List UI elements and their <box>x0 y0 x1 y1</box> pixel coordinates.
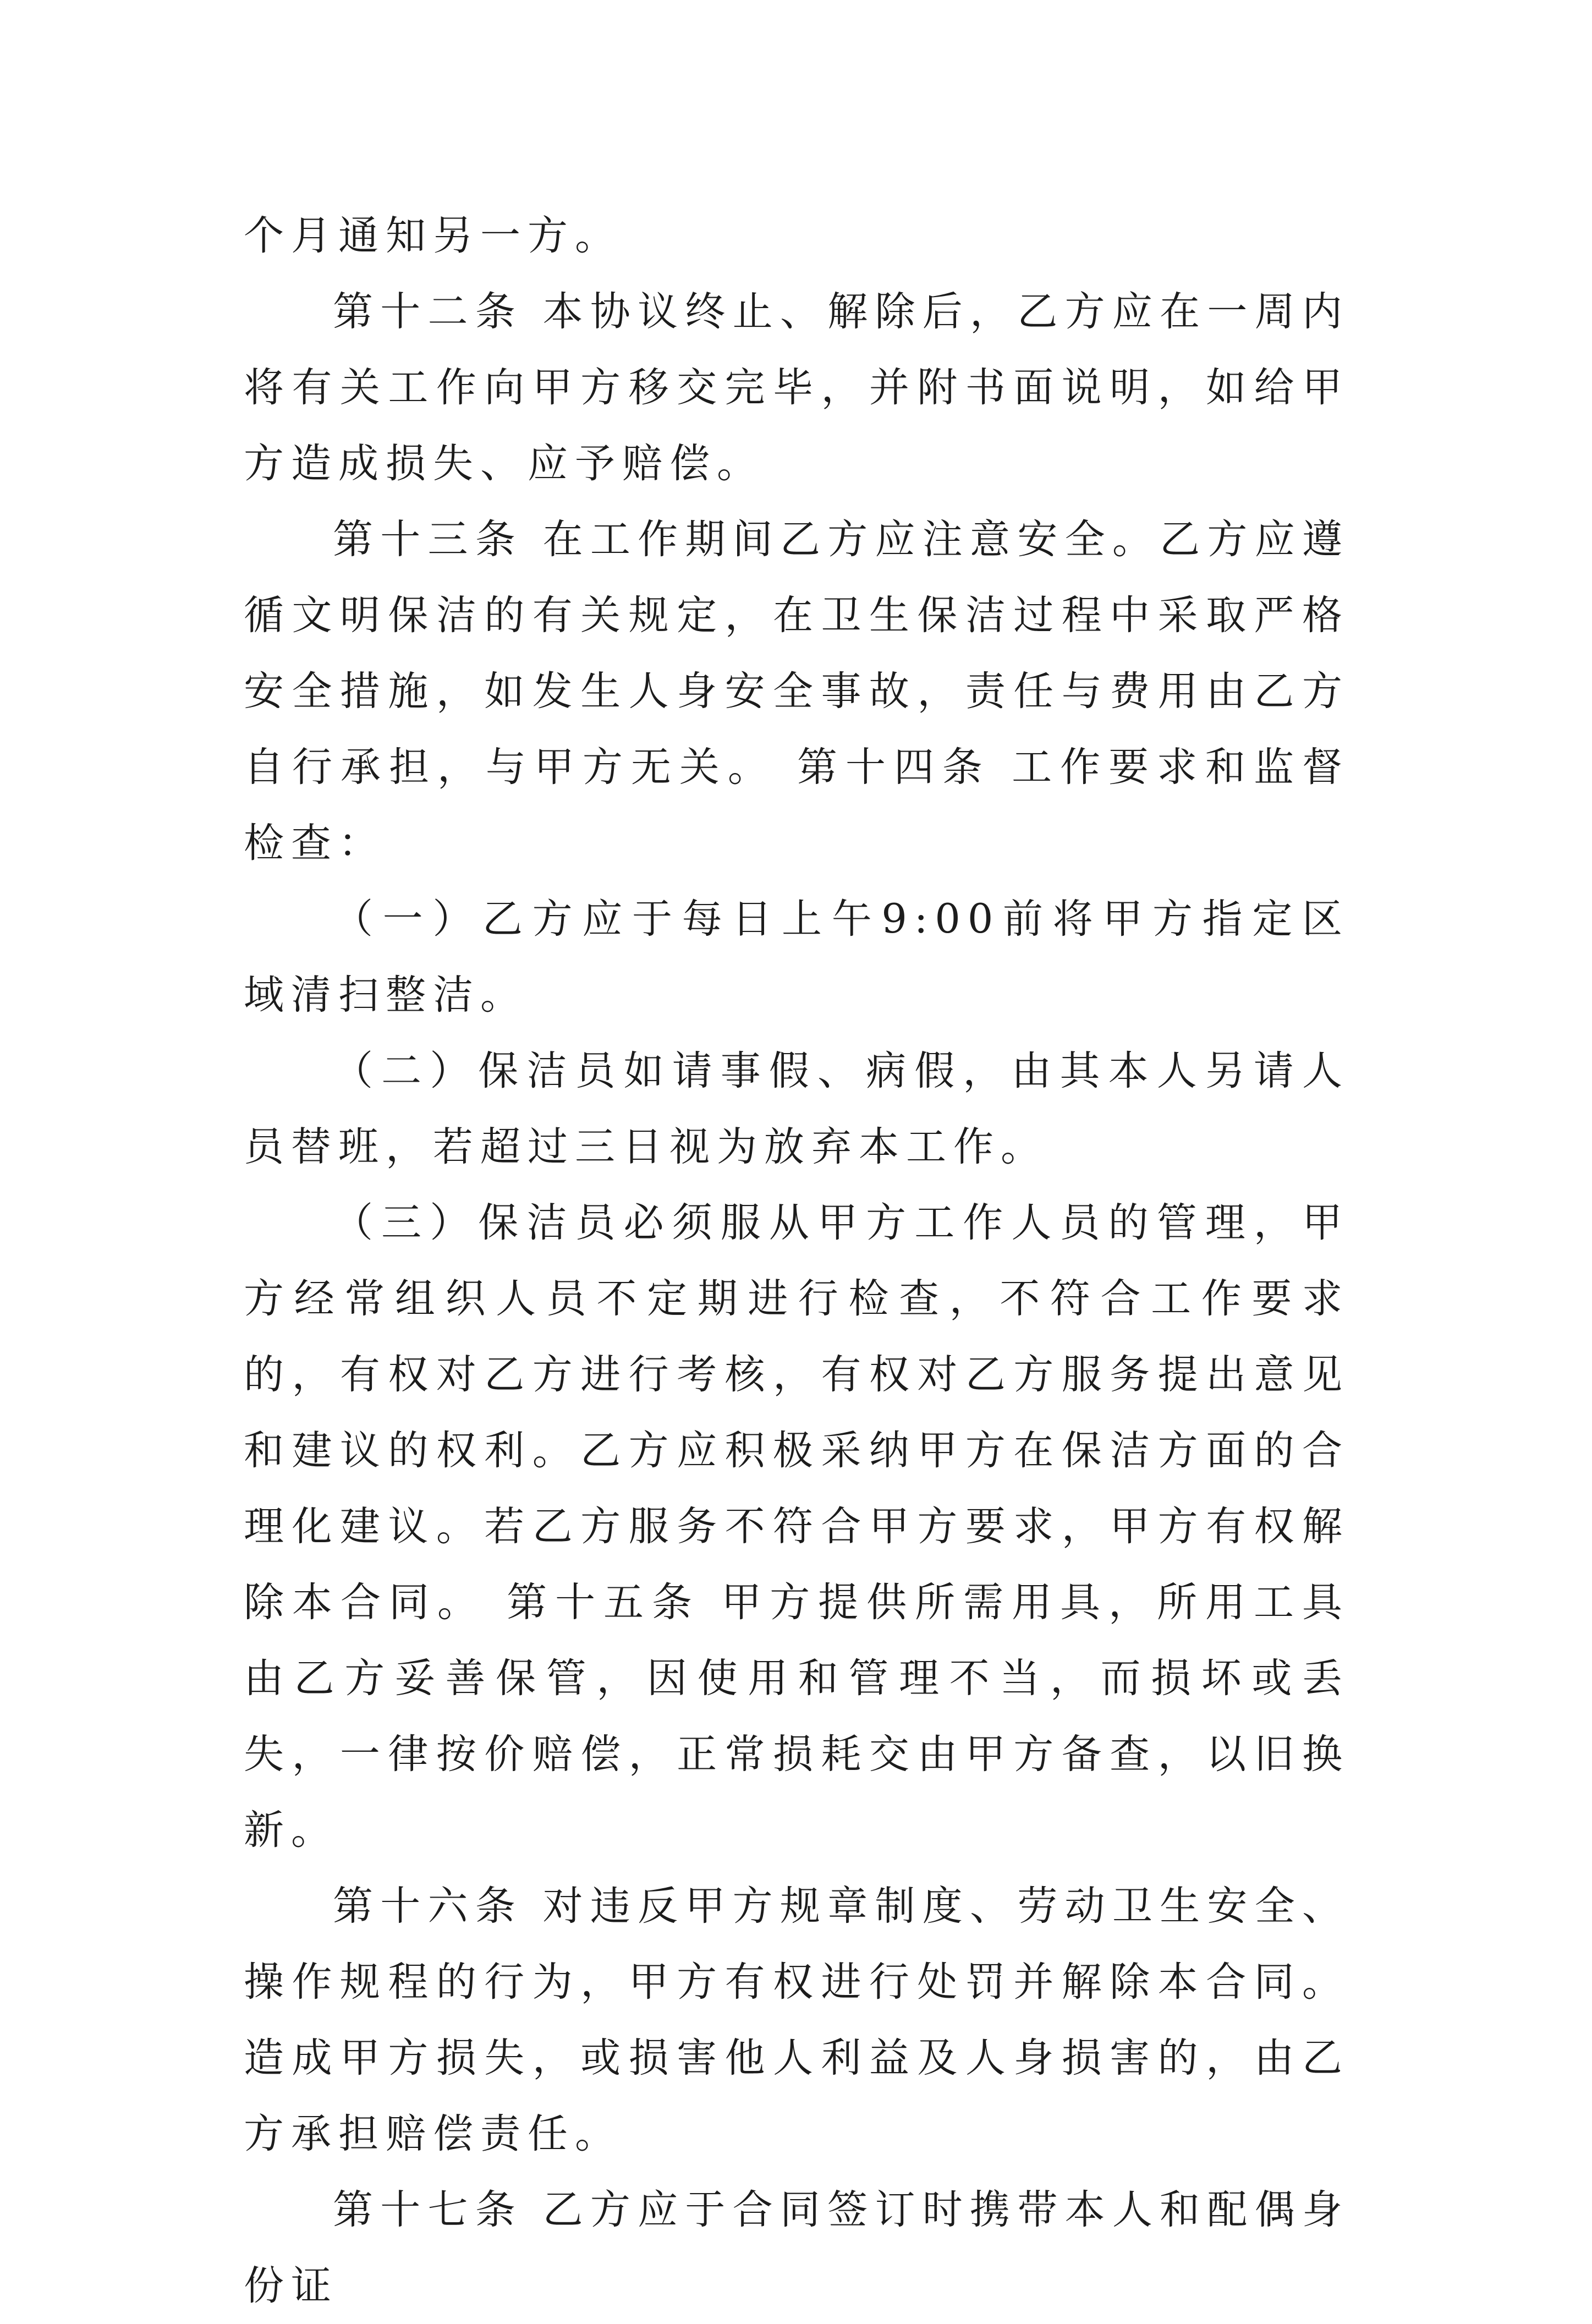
paragraph-article-17: 第十七条 乙方应于合同签订时携带本人和配偶身份证 <box>244 2186 1349 2309</box>
paragraph-article-16: 第十六条 对违反甲方规章制度、劳动卫生安全、操作规程的行为，甲方有权进行处罚并解除本合同。造成甲方损失，或损害他人利益及人身损害的，由乙方承担赔偿责任。 <box>244 1883 1349 2157</box>
document-body <box>244 198 1349 2324</box>
paragraph-item-1: （一）乙方应于每日上午9:00前将甲方指定区域清扫整洁。 <box>244 896 1349 1018</box>
paragraph-article-13: 第十三条 在工作期间乙方应注意安全。乙方应遵循文明保洁的有关规定，在卫生保洁过程中采取严格安全措施，如发生人身安全事故，责任与费用由乙方自行承担，与甲方无关。 第十四条 工作要求和监督检查： <box>244 516 1349 867</box>
paragraph-continuation: 个月通知另一方。 <box>244 212 622 259</box>
paragraph-item-2: （二）保洁员如请事假、病假，由其本人另请人员替班，若超过三日视为放弃本工作。 <box>244 1048 1349 1170</box>
paragraph-item-3: （三）保洁员必须服从甲方工作人员的管理，甲方经常组织人员不定期进行检查，不符合工作要求的，有权对乙方进行考核，有权对乙方服务提出意见和建议的权利。乙方应积极采纳甲方在保洁方面的合理化建议。若乙方服务不符合甲方要求，甲方有权解除本合同。 第十五条 甲方提供所需用具，所用工具由乙方妥善保管，因使用和管理不当，而损坏或丢失，一律按价赔偿，正常损耗交由甲方备查，以旧换新。 <box>244 1199 1349 1854</box>
paragraph-article-12: 第十二条 本协议终止、解除后，乙方应在一周内将有关工作向甲方移交完毕，并附书面说明，如给甲方造成损失、应予赔偿。 <box>244 288 1349 487</box>
